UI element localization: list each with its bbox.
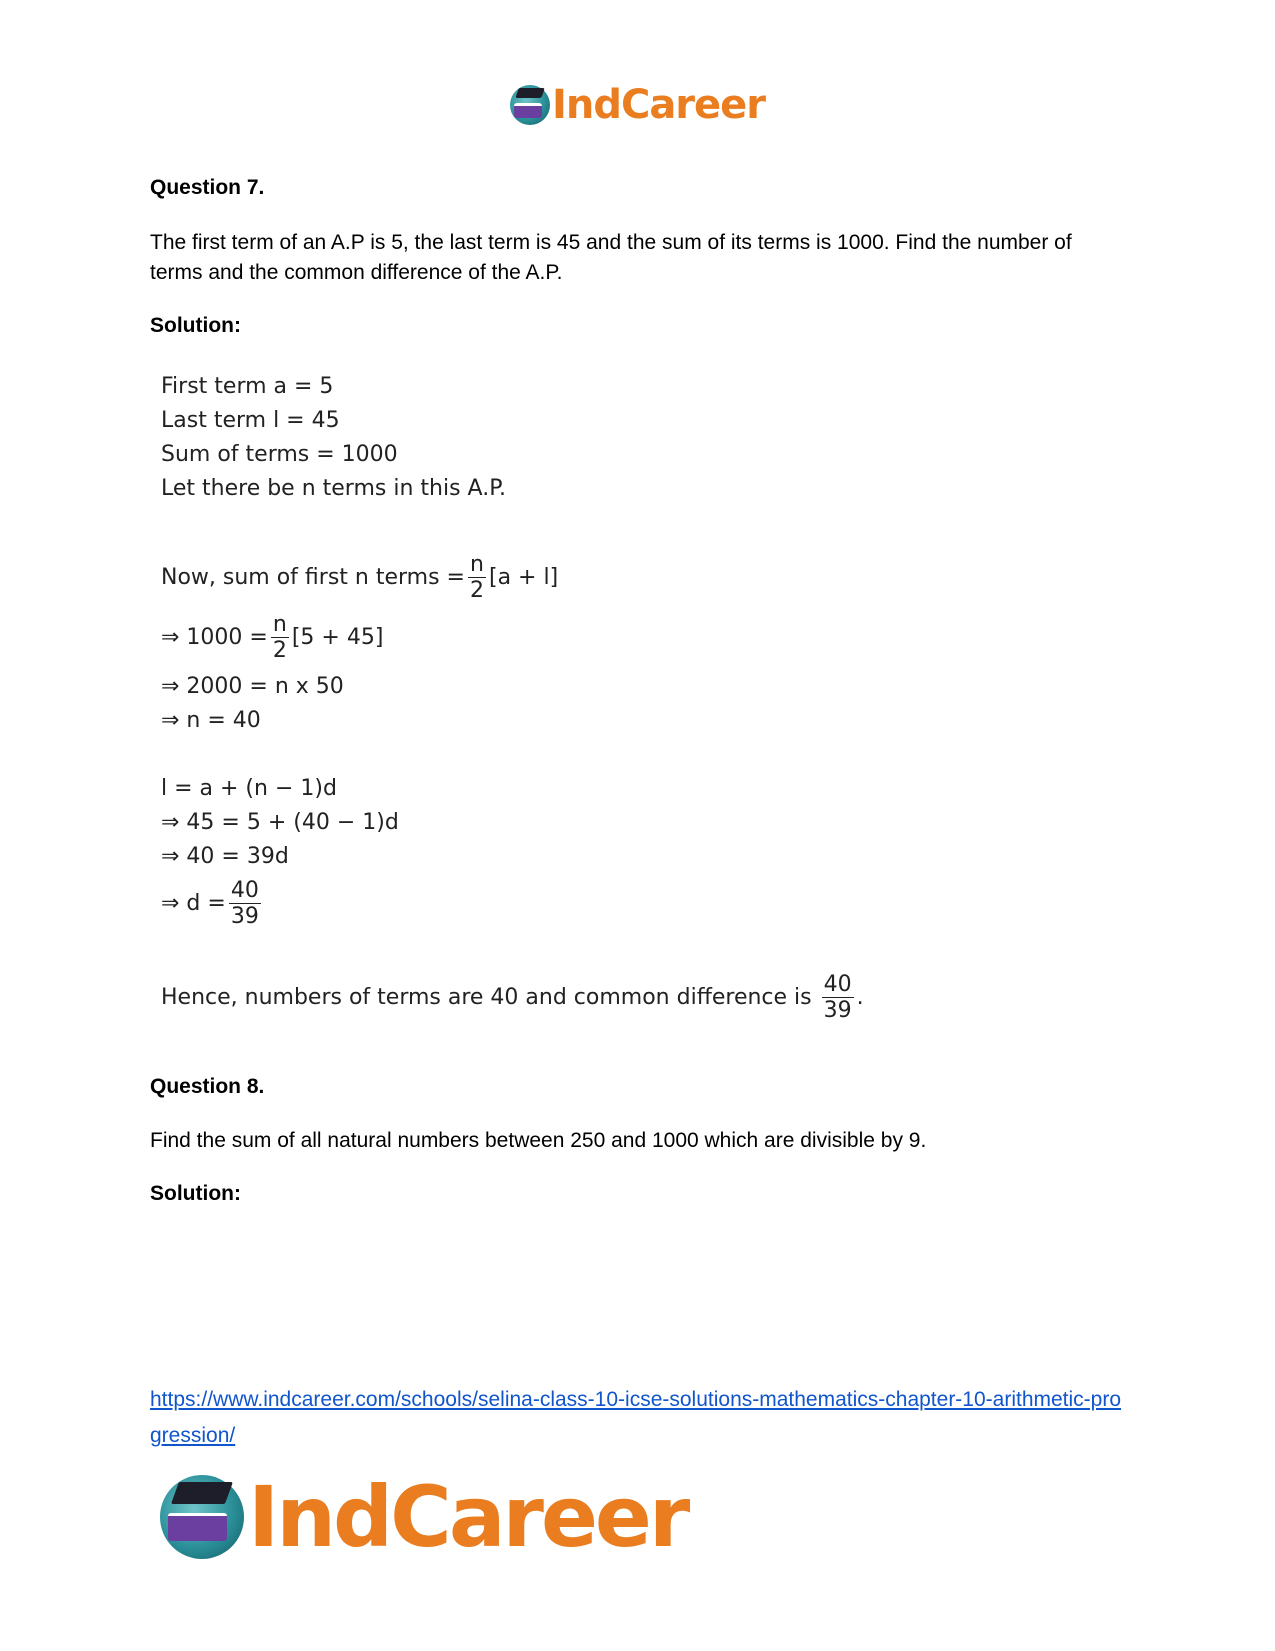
question-8-heading: Question 8. [150, 1075, 265, 1098]
fraction [468, 552, 486, 603]
question-7-solution-label: Solution: [150, 314, 241, 337]
footer-logo [160, 1468, 687, 1566]
solution-line: ⇒ n = 40 [161, 708, 261, 733]
fraction [229, 878, 261, 929]
sum-formula-line [161, 552, 558, 603]
fraction-denominator: 39 [230, 904, 259, 929]
graduation-globe-icon [160, 1475, 244, 1559]
graduation-globe-icon [510, 85, 550, 125]
fraction-denominator: 2 [469, 578, 484, 603]
fraction-numerator: n [272, 612, 287, 637]
fraction-numerator: n [470, 552, 484, 577]
conclusion-line [161, 972, 864, 1023]
conclusion-text: Hence, numbers of terms are 40 and common difference is [161, 985, 812, 1010]
fraction-denominator: 2 [272, 638, 287, 663]
fraction-numerator: 40 [823, 972, 852, 997]
question-7-heading: Question 7. [150, 176, 265, 199]
formula-text: [a + l] [488, 565, 559, 590]
solution-line: Sum of terms = 1000 [161, 442, 398, 467]
solution-line: ⇒ 40 = 39d [161, 844, 289, 869]
logo-text: IndCareer [248, 1468, 688, 1566]
solution-line: Last term l = 45 [161, 408, 340, 433]
formula-text: [5 + 45] [291, 625, 384, 650]
logo-text: IndCareer [551, 82, 766, 128]
sum-substitution-line [161, 612, 383, 663]
common-difference-line [161, 878, 264, 929]
solution-line: ⇒ 2000 = n x 50 [161, 674, 344, 699]
fraction [271, 612, 289, 663]
fraction-denominator: 39 [823, 998, 852, 1023]
formula-text: ⇒ d = [161, 891, 226, 916]
question-8-solution-label: Solution: [150, 1182, 241, 1205]
formula-text: ⇒ 1000 = [161, 625, 268, 650]
conclusion-period: . [856, 985, 864, 1010]
solution-line: l = a + (n − 1)d [161, 776, 337, 801]
solution-line: ⇒ 45 = 5 + (40 − 1)d [161, 810, 399, 835]
source-link[interactable]: https://www.indcareer.com/schools/selina-class-10-icse-solutions-mathematics-chapter-10-arithmetic-progression/ [150, 1388, 1122, 1447]
solution-line: Let there be n terms in this A.P. [161, 476, 507, 501]
formula-text: Now, sum of first n terms = [161, 565, 465, 590]
fraction-numerator: 40 [230, 878, 259, 903]
question-7-text: The first term of an A.P is 5, the last term is 45 and the sum of its terms is 1000. Find the number of terms and the common difference of the A.P. [150, 231, 1072, 284]
fraction [822, 972, 854, 1023]
question-8-text: Find the sum of all natural numbers between 250 and 1000 which are divisible by 9. [150, 1129, 927, 1152]
header-logo [0, 82, 1275, 128]
solution-line: First term a = 5 [161, 374, 334, 399]
